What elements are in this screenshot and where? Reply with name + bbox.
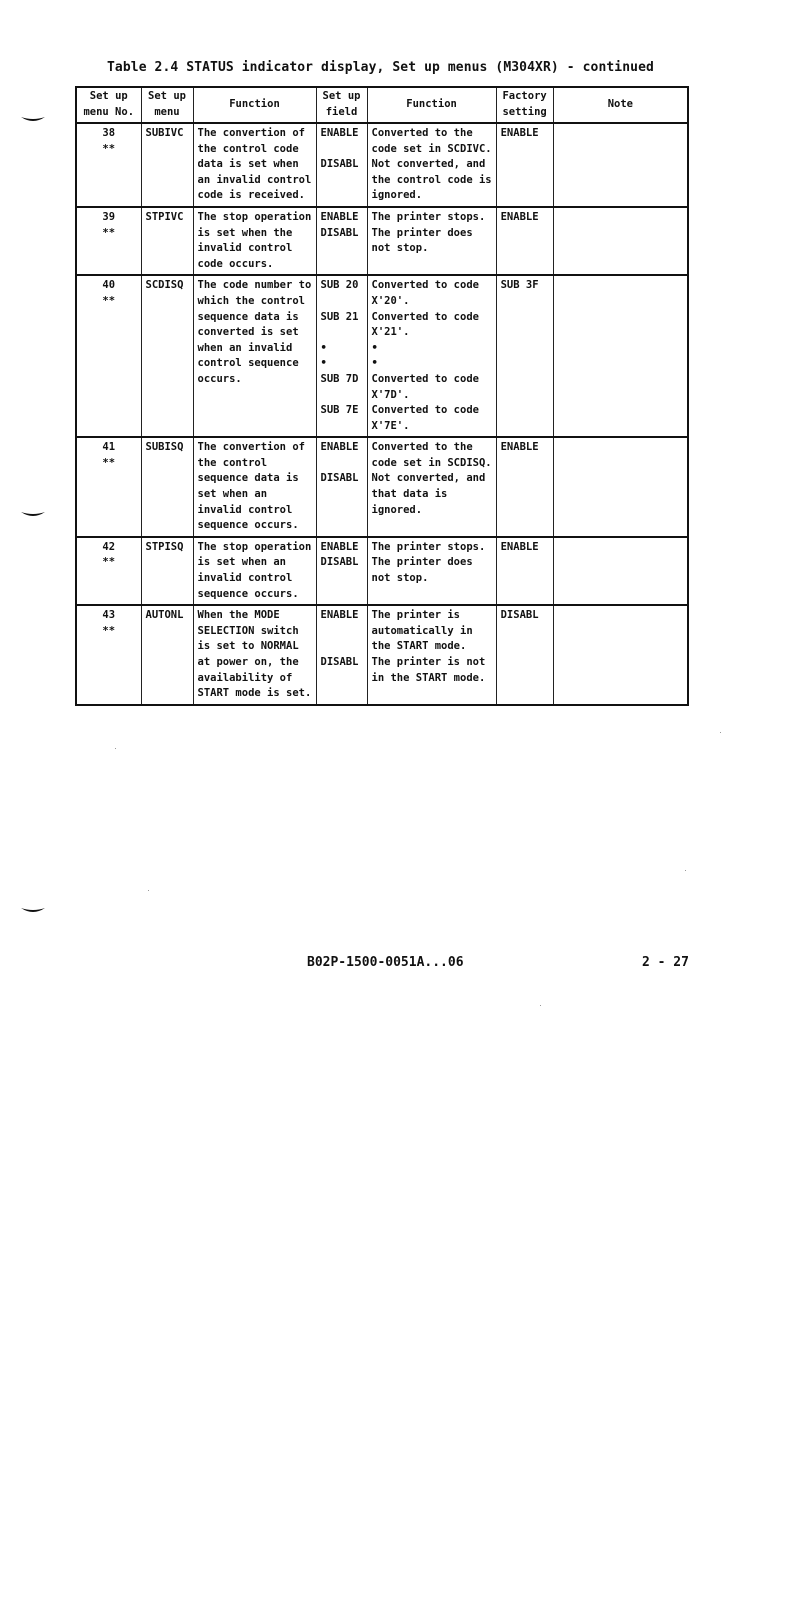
note-cell — [553, 275, 688, 437]
function-cell: The stop operation is set when an invalid control sequence occurs. — [193, 537, 316, 605]
menu-code-cell: SUBIVC — [141, 123, 193, 207]
binder-hole-mark — [20, 510, 46, 520]
field-function-cell: The printer stops. The printer does not stop. — [367, 207, 496, 275]
binder-hole-mark — [20, 906, 46, 916]
header-note: Note — [553, 87, 688, 123]
note-cell — [553, 437, 688, 537]
header-row — [76, 87, 688, 123]
note-cell — [553, 207, 688, 275]
setup-field-cell: ENABLE DISABL — [316, 123, 367, 207]
table-row — [76, 437, 688, 537]
function-cell: When the MODE SELECTION switch is set to NORMAL at power on, the availability of START mode is set. — [193, 605, 316, 705]
header-function: Function — [193, 87, 316, 123]
field-function-cell: The printer is automatically in the START mode. The printer is not in the START mode. — [367, 605, 496, 705]
note-cell — [553, 605, 688, 705]
menu-number-cell: 39 ** — [76, 207, 141, 275]
header-field: Set up field — [316, 87, 367, 123]
table-row — [76, 275, 688, 437]
page-number: 2 - 27 — [642, 955, 689, 970]
setup-field-cell: SUB 20 SUB 21 • • SUB 7D SUB 7E — [316, 275, 367, 437]
note-cell — [553, 123, 688, 207]
document-number: B02P-1500-0051A...06 — [307, 955, 464, 970]
factory-setting-cell: SUB 3F — [496, 275, 553, 437]
menu-code-cell: STPIVC — [141, 207, 193, 275]
table-row — [76, 537, 688, 605]
menu-code-cell: SCDISQ — [141, 275, 193, 437]
table-title: Table 2.4 STATUS indicator display, Set up menus (M304XR) - continued — [107, 60, 654, 75]
factory-setting-cell: ENABLE — [496, 537, 553, 605]
field-function-cell: Converted to code X'20'. Converted to code X'21'. • • Converted to code X'7D'. Converted to code X'7E'. — [367, 275, 496, 437]
table-row — [76, 207, 688, 275]
table-row — [76, 605, 688, 705]
header-field-function: Function — [367, 87, 496, 123]
function-cell: The stop operation is set when the invalid control code occurs. — [193, 207, 316, 275]
menu-number-cell: 42 ** — [76, 537, 141, 605]
factory-setting-cell: DISABL — [496, 605, 553, 705]
scan-speck — [115, 748, 116, 749]
factory-setting-cell: ENABLE — [496, 123, 553, 207]
function-cell: The convertion of the control code data is set when an invalid control code is received. — [193, 123, 316, 207]
field-function-cell: Converted to the code set in SCDIVC. Not converted, and the control code is ignored. — [367, 123, 496, 207]
setup-field-cell: ENABLE DISABL — [316, 537, 367, 605]
scan-speck — [148, 890, 149, 891]
factory-setting-cell: ENABLE — [496, 207, 553, 275]
scan-speck — [540, 1005, 541, 1006]
note-cell — [553, 537, 688, 605]
menu-code-cell: AUTONL — [141, 605, 193, 705]
function-cell: The convertion of the control sequence data is set when an invalid control sequence occurs. — [193, 437, 316, 537]
function-cell: The code number to which the control sequence data is converted is set when an invalid control sequence occurs. — [193, 275, 316, 437]
field-function-cell: Converted to the code set in SCDISQ. Not converted, and that data is ignored. — [367, 437, 496, 537]
binder-hole-mark — [20, 115, 46, 125]
setup-menu-table — [75, 86, 689, 706]
menu-number-cell: 43 ** — [76, 605, 141, 705]
menu-code-cell: STPISQ — [141, 537, 193, 605]
scan-speck — [720, 732, 721, 733]
scan-speck — [685, 870, 686, 871]
header-menu: Set up menu — [141, 87, 193, 123]
factory-setting-cell: ENABLE — [496, 437, 553, 537]
menu-code-cell: SUBISQ — [141, 437, 193, 537]
setup-field-cell: ENABLE DISABL — [316, 207, 367, 275]
field-function-cell: The printer stops. The printer does not stop. — [367, 537, 496, 605]
header-factory-setting: Factory setting — [496, 87, 553, 123]
menu-number-cell: 38 ** — [76, 123, 141, 207]
menu-number-cell: 40 ** — [76, 275, 141, 437]
setup-field-cell: ENABLE DISABL — [316, 605, 367, 705]
setup-field-cell: ENABLE DISABL — [316, 437, 367, 537]
menu-number-cell: 41 ** — [76, 437, 141, 537]
table-row — [76, 123, 688, 207]
header-menu-no: Set up menu No. — [76, 87, 141, 123]
